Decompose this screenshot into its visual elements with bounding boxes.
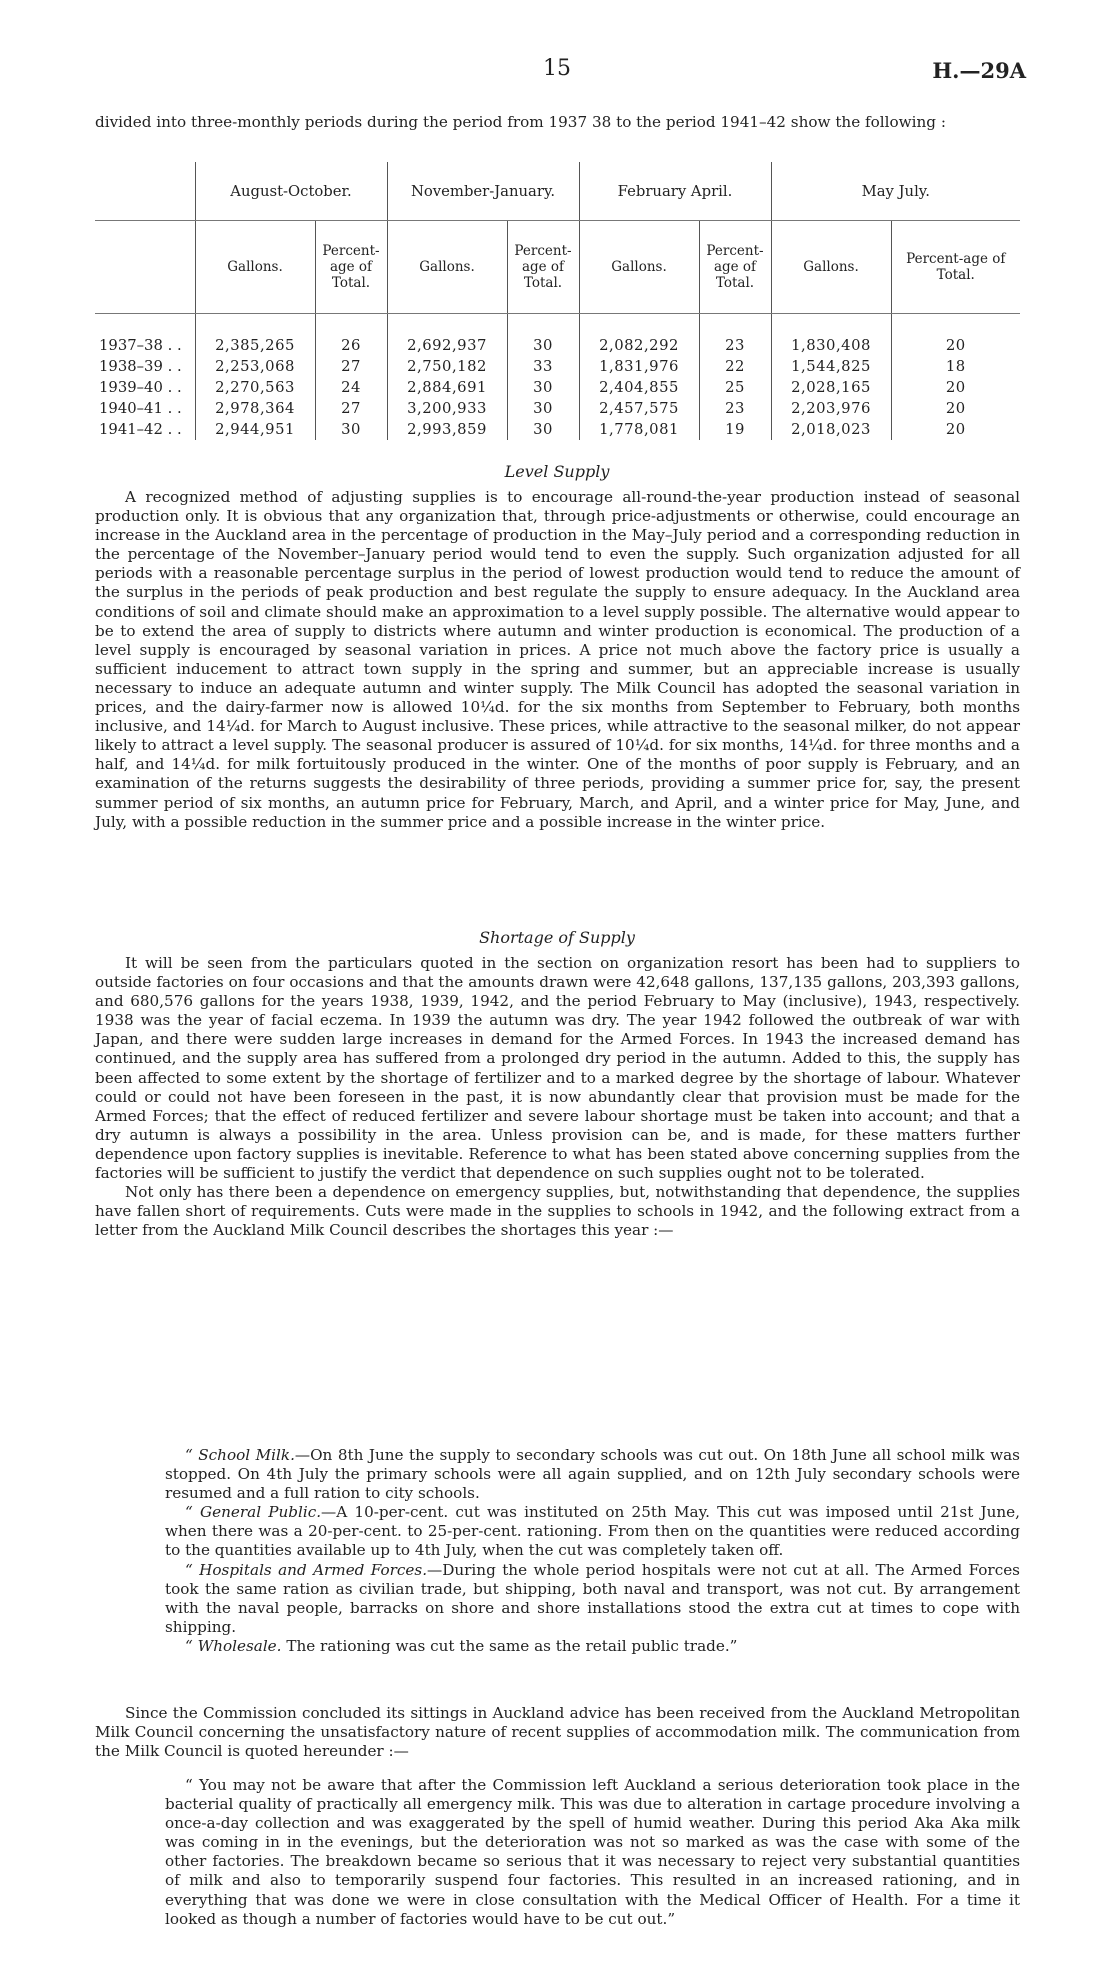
gallons-cell: 2,457,575 <box>579 398 699 419</box>
table-row: 1937–38 . . 2,385,265 26 2,692,937 30 2,082,292 23 1,830,408 20 <box>95 335 1020 356</box>
gallons-header: Gallons. <box>579 221 699 314</box>
gallons-cell: 2,018,023 <box>771 419 891 440</box>
table-row: 1939–40 . . 2,270,563 24 2,884,691 30 2,404,855 25 2,028,165 20 <box>95 377 1020 398</box>
gallons-cell: 2,978,364 <box>195 398 315 419</box>
document-reference: H.—29A <box>932 58 1026 83</box>
gallons-cell: 2,944,951 <box>195 419 315 440</box>
level-supply-heading: Level Supply <box>504 462 610 481</box>
percent-cell: 30 <box>507 335 579 356</box>
percent-cell: 25 <box>699 377 771 398</box>
quote-text: The rationing was cut the same as the retail public trade.” <box>281 1636 738 1655</box>
level-supply-paragraph: A recognized method of adjusting supplies is to encourage all-round-the-year production instead of seasonal production only. It is obvious that any organization that, through price-adjustments or otherwise, could encourage an increase in the Auckland area in the percentage of production in the May–July period and a corresponding reduction in the percentage of the November–January period would tend to even the supply. Such organization adjusted for all periods with a reasonable percentage surplus in the period of lowest production would tend to reduce the amount of the surplus in the periods of peak production and best regulate the supply to ensure adequacy. In the Auckland area conditions of soil and climate should make an approximation to a level supply possible. The alternative would appear to be to extend the area of supply to districts where autumn and winter production is economical. The production of a level supply is encouraged by seasonal variation in prices. A price not much above the factory price is usually a sufficient inducement to attract town supply in the spring and summer, but an appreciable increase is usually necessary to induce an adequate autumn and winter supply. The Milk Council has adopted the seasonal variation in prices, and the dairy-farmer now is allowed 10¼d. for the six months from September to February, both months inclusive, and 14¼d. for March to August inclusive. These prices, while attractive to the seasonal milker, do not appear likely to attract a level supply. The seasonal producer is assured of 10¼d. for six months, 14¼d. for three months and a half, and 14¼d. for milk fortuitously produced in the winter. One of the months of poor supply is February, and an examination of the returns suggests the desirability of three periods, providing a summer price for, say, the present summer period of six months, an autumn price for February, March, and April, and a winter price for May, June, and July, with a possible reduction in the summer price and a possible increase in the winter price. <box>95 488 1020 831</box>
year-cell: 1938–39 <box>99 358 163 375</box>
year-cell: 1937–38 <box>99 337 163 354</box>
percent-cell: 18 <box>891 356 1020 377</box>
table-row: 1938–39 . . 2,253,068 27 2,750,182 33 1,831,976 22 1,544,825 18 <box>95 356 1020 377</box>
page-number: 15 <box>543 56 571 81</box>
period-header: February April. <box>579 162 771 221</box>
gallons-header: Gallons. <box>387 221 507 314</box>
table-row: 1941–42 . . 2,944,951 30 2,993,859 30 1,778,081 19 2,018,023 20 <box>95 419 1020 440</box>
quote-school-milk <box>165 1446 1020 1503</box>
milk-council-communication <box>165 1776 1020 1929</box>
gallons-header: Gallons. <box>195 221 315 314</box>
percent-cell: 22 <box>699 356 771 377</box>
gallons-cell: 2,082,292 <box>579 335 699 356</box>
percent-cell: 30 <box>315 419 387 440</box>
period-header: May July. <box>771 162 1020 221</box>
quote-hospitals <box>165 1561 1020 1637</box>
percent-cell: 26 <box>315 335 387 356</box>
supply-table <box>95 162 1020 440</box>
level-supply-section <box>95 488 1020 832</box>
percent-cell: 27 <box>315 356 387 377</box>
percent-cell: 27 <box>315 398 387 419</box>
percent-cell: 30 <box>507 377 579 398</box>
gallons-cell: 2,404,855 <box>579 377 699 398</box>
gallons-cell: 2,692,937 <box>387 335 507 356</box>
intro-text: divided into three-monthly periods during the period from 1937 38 to the period 1941–42 show the following : <box>95 113 946 131</box>
quote-heading: “ Wholesale. <box>185 1636 282 1655</box>
percent-cell: 23 <box>699 335 771 356</box>
gallons-cell: 1,778,081 <box>579 419 699 440</box>
percent-cell: 20 <box>891 377 1020 398</box>
shortage-section <box>95 954 1020 1240</box>
percent-header: Percent-age of Total. <box>315 221 387 314</box>
gallons-cell: 2,270,563 <box>195 377 315 398</box>
period-header: November-January. <box>387 162 579 221</box>
percent-cell: 24 <box>315 377 387 398</box>
commission-paragraph: Since the Commission concluded its sittings in Auckland advice has been received from the Auckland Metropolitan Milk Council concerning the unsatisfactory nature of recent supplies of accommodation milk. The communication from the Milk Council is quoted hereunder :— <box>95 1704 1020 1761</box>
gallons-cell: 2,750,182 <box>387 356 507 377</box>
year-cell: 1939–40 <box>99 379 163 396</box>
gallons-header: Gallons. <box>771 221 891 314</box>
quote-heading: “ School Milk. <box>185 1446 295 1464</box>
quote-wholesale <box>165 1637 1020 1656</box>
year-cell: 1941–42 <box>99 421 163 438</box>
percent-cell: 23 <box>699 398 771 419</box>
quote-heading: “ Hospitals and Armed Forces. <box>185 1560 428 1579</box>
percent-cell: 30 <box>507 398 579 419</box>
gallons-cell: 2,253,068 <box>195 356 315 377</box>
final-quote: “ You may not be aware that after the Commission left Auckland a serious deterioration took place in the bacterial quality of practically all emergency milk. This was due to alteration in cartage procedure involving a once-a-day collection and was exaggerated by the spell of humid weather. During this period Aka Aka milk was coming in in the evenings, but the deterioration was not so marked as was the case with some of the other factories. The breakdown became so serious that it was necessary to reject very substantial quantities of milk and also to temporarily suspend four factories. This resulted in an increased rationing, and in everything that was done we were in close consultation with the Medical Officer of Health. For a time it looked as though a number of factories would have to be cut out.” <box>165 1776 1020 1928</box>
gallons-cell: 1,544,825 <box>771 356 891 377</box>
percent-header: Percent-age of Total. <box>507 221 579 314</box>
percent-header: Percent-age of Total. <box>891 221 1020 314</box>
quote-heading: “ General Public. <box>185 1503 322 1522</box>
gallons-cell: 1,830,408 <box>771 335 891 356</box>
gallons-cell: 2,993,859 <box>387 419 507 440</box>
percent-cell: 20 <box>891 419 1020 440</box>
council-letter-extract <box>165 1446 1020 1656</box>
commission-section <box>95 1704 1020 1761</box>
quote-text: —On 8th June the supply to secondary schools was cut out. On 18th June all school milk was stopped. On 4th July the primary schools were all again supplied, and on 12th July secondary schools were resumed and a full ration to city schools. <box>165 1446 1020 1503</box>
gallons-cell: 1,831,976 <box>579 356 699 377</box>
percent-cell: 30 <box>507 419 579 440</box>
table-corner <box>95 162 195 221</box>
gallons-cell: 3,200,933 <box>387 398 507 419</box>
gallons-cell: 2,203,976 <box>771 398 891 419</box>
gallons-cell: 2,884,691 <box>387 377 507 398</box>
period-header: August-October. <box>195 162 387 221</box>
gallons-cell: 2,028,165 <box>771 377 891 398</box>
shortage-paragraph-2: Not only has there been a dependence on emergency supplies, but, notwithstanding that dependence, the supplies have fallen short of requirements. Cuts were made in the supplies to schools in 1942, and the following extract from a letter from the Auckland Milk Council describes the shortages this year :— <box>95 1183 1020 1240</box>
table-row: 1940–41 . . 2,978,364 27 3,200,933 30 2,457,575 23 2,203,976 20 <box>95 398 1020 419</box>
shortage-heading: Shortage of Supply <box>479 928 635 947</box>
percent-cell: 33 <box>507 356 579 377</box>
year-cell: 1940–41 <box>99 400 163 417</box>
gallons-cell: 2,385,265 <box>195 335 315 356</box>
quote-text: —A 10-per-cent. cut was instituted on 25th May. This cut was imposed until 21st June, when there was a 20-per-cent. to 25-per-cent. rationing. From then on the quantities were reduced according to the quantities available up to 4th July, when the cut was completely taken off. <box>165 1503 1020 1560</box>
percent-cell: 20 <box>891 335 1020 356</box>
shortage-paragraph-1: It will be seen from the particulars quoted in the section on organization resort has been had to suppliers to outside factories on four occasions and that the amounts drawn were 42,648 gallons, 137,135 gallons, 203,393 gallons, and 680,576 gallons for the years 1938, 1939, 1942, and the period February to May (inclusive), 1943, respectively. 1938 was the year of facial eczema. In 1939 the autumn was dry. The year 1942 followed the outbreak of war with Japan, and there were sudden large increases in demand for the Armed Forces. In 1943 the increased demand has continued, and the supply area has suffered from a prolonged dry period in the autumn. Added to this, the supply has been affected to some extent by the shortage of fertilizer and to a marked degree by the shortage of labour. Whatever could or could not have been foreseen in the past, it is now abundantly clear that provision must be made for the Armed Forces; that the effect of reduced fertilizer and severe labour shortage must be taken into account; and that a dry autumn is always a possibility in the area. Unless provision can be, and is made, for these matters further dependence upon factory supplies is inevitable. Reference to what has been stated above concerning supplies from the factories will be sufficient to justify the verdict that dependence on such supplies ought not to be tolerated. <box>95 954 1020 1183</box>
quote-text: —During the whole period hospitals were not cut at all. The Armed Forces took the same ration as civilian trade, but shipping, both naval and transport, was not cut. By arrangement with the naval people, barracks on shore and shore installations stood the extra cut at times to cope with shipping. <box>165 1560 1020 1636</box>
table-corner <box>95 221 195 314</box>
percent-cell: 19 <box>699 419 771 440</box>
percent-cell: 20 <box>891 398 1020 419</box>
quote-general-public <box>165 1503 1020 1560</box>
table-body <box>95 314 1020 441</box>
percent-header: Percent-age of Total. <box>699 221 771 314</box>
